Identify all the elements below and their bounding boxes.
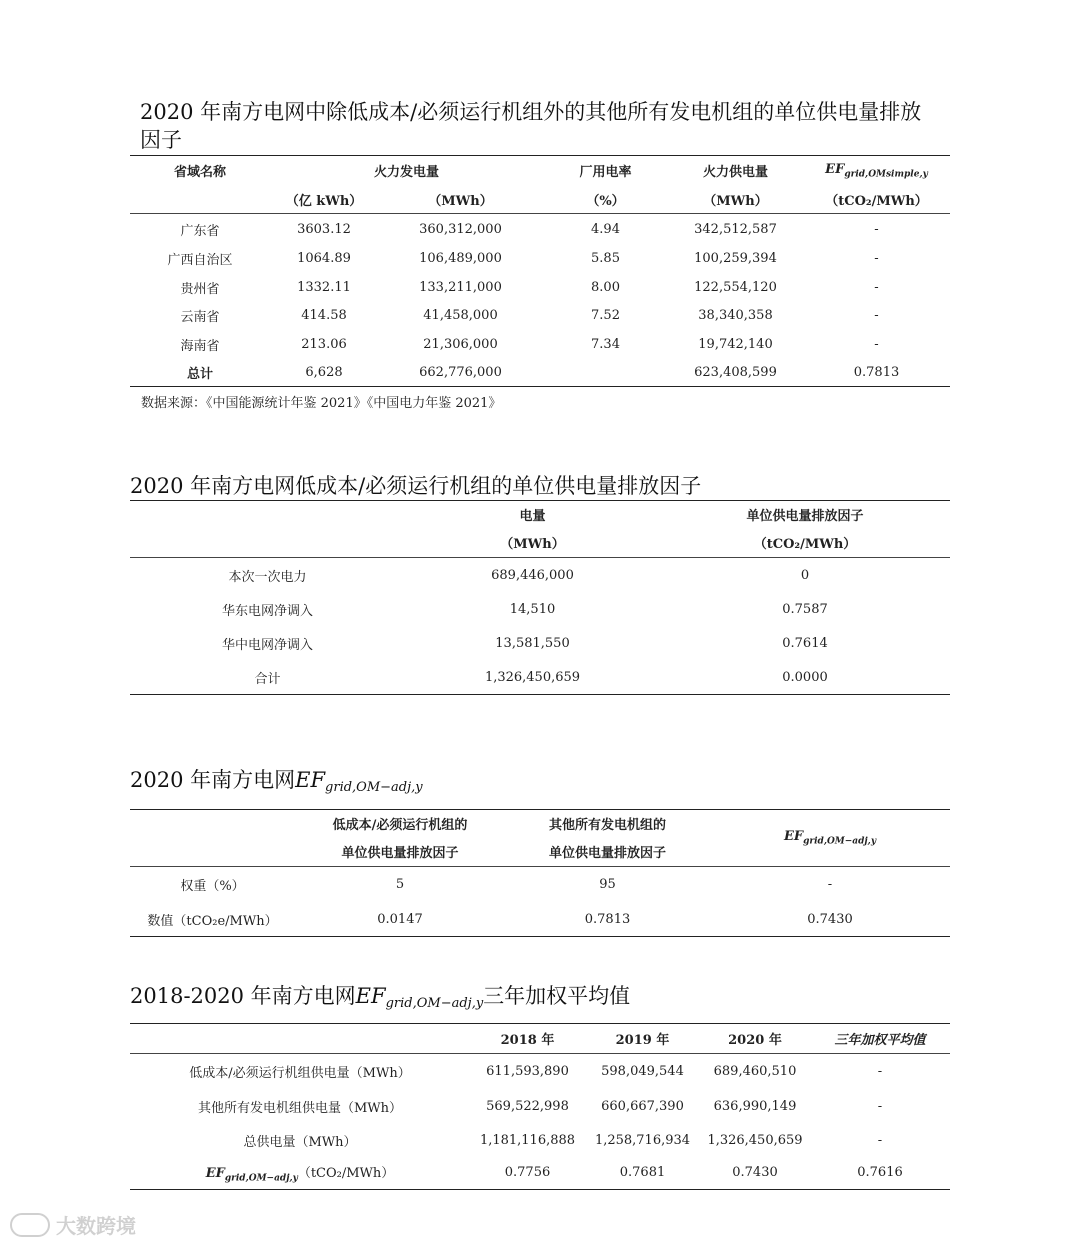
section1-table [130, 155, 950, 387]
unit-mwh: （MWh） [428, 193, 493, 209]
header-avg: 三年加权平均值 [834, 1033, 926, 1048]
section3-table: 低成本/必须运行机组的 其他所有发电机组的 $EF_{grid,OM-adj,y}$ 单位供电量排放因子 单位供电量排放因子 权重（%） 5 95 - 数值（tCO₂e/MWh） 0.0147 0.7813 0.7430 [130, 809, 950, 937]
section4-title: 2018-2020 年南方电网$EF_{grid,OM-adj,y}$三年加权平均值 [130, 984, 631, 1011]
unit-tco2: （tCO₂/MWh） [825, 193, 928, 209]
data-source: 数据来源：《中国能源统计年鉴 2021》《中国电力年鉴 2021》 [141, 396, 502, 411]
header-2018: 2018 年 [500, 1033, 555, 1048]
header-province: 省域名称 [173, 165, 226, 181]
table-row: 其他所有发电机组供电量（MWh） 569,522,998 660,667,390 636,990,149 - [197, 1099, 883, 1116]
table-row: 低成本/必须运行机组供电量（MWh） 611,593,890 598,049,544 689,460,510 - [189, 1064, 883, 1082]
section2-title: 2020 年南方电网低成本/必须运行机组的单位供电量排放因子 [130, 474, 702, 498]
table-row-total: 总计 6,628 662,776,000 623,408,599 0.7813 [130, 359, 950, 387]
table-row: 华中电网净调入 13,581,550 0.7614 [221, 636, 828, 653]
header-ef: $EF_{grid,OMsimple,y}$ [825, 161, 928, 180]
header-ef-unit: 单位供电量排放因子 [746, 509, 864, 525]
section1-title: 2020 年南方电网中除低成本/必须运行机组外的其他所有发电机组的单位供电量排放 因子 [140, 100, 922, 152]
table-row-total: 合计 1,326,450,659 0.0000 [130, 661, 950, 695]
header-thermal-supply: 火力供电量 [702, 165, 768, 181]
table-row: 云南省 414.58 41,458,000 7.52 38,340,358 - [180, 308, 879, 325]
table-row: 贵州省 1332.11 133,211,000 8.00 122,554,120 - [180, 279, 879, 297]
table-row-ef: $EF_{grid,OM-adj,y}(tCO_2/MWh)$ 0.7756 0.7681 0.7430 0.7616 [130, 1157, 950, 1190]
unit-yi-kwh: （亿 kWh） [285, 193, 363, 209]
table-row: 广西自治区 1064.89 106,489,000 5.85 100,259,394 - [167, 251, 879, 268]
table-row: 本次一次电力 689,446,000 0 [228, 567, 810, 585]
header-2019: 2019 年 [615, 1033, 670, 1048]
watermark: 大数跨境 [10, 1210, 136, 1239]
table-row: 海南省 213.06 21,306,000 7.34 19,742,140 - [180, 336, 879, 354]
section4-table [130, 1023, 950, 1190]
table-row: 权重（%） 5 95 - [180, 877, 833, 895]
table-row: 华东电网净调入 14,510 0.7587 [221, 602, 828, 619]
unit-mwh-supply: （MWh） [703, 193, 768, 209]
header-aux-rate: 厂用电率 [579, 165, 632, 181]
header-2020: 2020 年 [728, 1033, 782, 1048]
table-row: 总供电量（MWh） 1,181,116,888 1,258,716,934 1,326,450,659 - [243, 1132, 883, 1150]
chat-bubble-icon [10, 1213, 50, 1237]
header-power: 电量 [519, 509, 546, 525]
header-thermal-gen: 火力发电量 [373, 165, 439, 181]
section2-table: 电量 单位供电量排放因子 （MWh） （tCO₂/MWh） 本次一次电力 689,446,000 0 华东电网净调入 14,510 0.7587 华中电网净调入 13,581,550 0.7614 合计 1,326,450,659 0.0000 [130, 500, 950, 695]
unit-pct: （%） [586, 193, 625, 209]
table-row: 广东省 3603.12 360,312,000 4.94 342,512,587 - [180, 221, 879, 239]
table-row: 数值（tCO₂e/MWh） 0.0147 0.7813 0.7430 [130, 903, 950, 937]
header-ef-adj: $EF_{grid,OM-adj,y}$ [710, 810, 950, 867]
section3-title: 2020 年南方电网$EF_{grid,OM-adj,y}$ [130, 768, 423, 795]
